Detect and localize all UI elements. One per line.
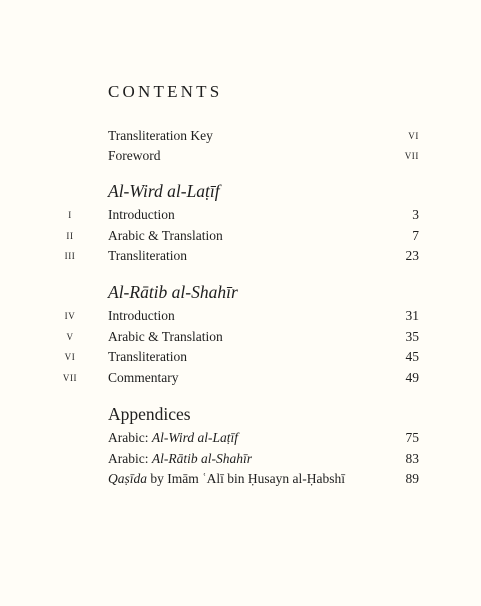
entry-page: VII	[404, 151, 419, 161]
entry-page: 89	[405, 471, 419, 486]
entry-page: 7	[412, 228, 419, 243]
section-heading-ratib: Al-Rātib al-Shahīr	[108, 282, 238, 302]
entry-page: 75	[405, 430, 419, 445]
toc-entry[interactable]	[0, 368, 481, 388]
entry-title-italic: Qaṣīda	[108, 471, 148, 486]
entry-title-suffix: by Imām ʿAlī bin Ḥusayn al-Ḥabshī	[147, 471, 345, 486]
entry-number: I	[68, 210, 72, 220]
entry-title	[108, 469, 345, 489]
entry-title: Introduction	[108, 308, 175, 323]
toc-entry[interactable]	[0, 246, 481, 266]
toc-entry[interactable]	[0, 226, 481, 246]
entry-page: 35	[405, 329, 419, 344]
entry-title-italic: Al-Wird al-Laṭīf	[151, 430, 238, 445]
entry-title-prefix: Arabic:	[108, 451, 152, 466]
entry-page: 45	[405, 349, 419, 364]
entry-number: IV	[64, 311, 76, 321]
entry-page: VI	[408, 131, 419, 141]
toc-entry[interactable]	[0, 449, 481, 469]
contents-heading: CONTENTS	[108, 82, 223, 101]
toc-entry[interactable]	[0, 347, 481, 367]
entry-number: II	[66, 231, 74, 241]
section-heading-wird: Al-Wird al-Laṭīf	[108, 181, 220, 201]
toc-entry[interactable]	[0, 469, 481, 489]
toc-entry[interactable]	[0, 306, 481, 326]
toc-entry-foreword[interactable]	[0, 146, 481, 166]
toc-entry[interactable]	[0, 428, 481, 448]
entry-page: 31	[405, 308, 419, 323]
toc-entry[interactable]	[0, 327, 481, 347]
entry-title: Introduction	[108, 207, 175, 222]
entry-title: Foreword	[108, 148, 161, 163]
entry-title: Transliteration	[108, 248, 187, 263]
entry-title: Commentary	[108, 370, 179, 385]
toc-entry-transliteration-key[interactable]	[0, 126, 481, 146]
entry-number: VII	[62, 373, 78, 383]
entry-title	[108, 449, 252, 469]
entry-number: III	[64, 251, 76, 261]
entry-page: 23	[405, 248, 419, 263]
entry-page: 83	[405, 451, 419, 466]
entry-number: VI	[64, 352, 76, 362]
entry-title-prefix: Arabic:	[108, 430, 152, 445]
entry-page: 49	[405, 370, 419, 385]
entry-title: Arabic & Translation	[108, 329, 223, 344]
entry-page: 3	[412, 207, 419, 222]
entry-title: Transliteration Key	[108, 128, 213, 143]
toc-entry[interactable]	[0, 205, 481, 225]
entry-title: Arabic & Translation	[108, 228, 223, 243]
entry-title-italic: Al-Rātib al-Shahīr	[151, 451, 252, 466]
entry-number: V	[66, 332, 74, 342]
entry-title: Transliteration	[108, 349, 187, 364]
entry-title	[108, 428, 238, 448]
section-heading-appendices: Appendices	[108, 404, 191, 424]
